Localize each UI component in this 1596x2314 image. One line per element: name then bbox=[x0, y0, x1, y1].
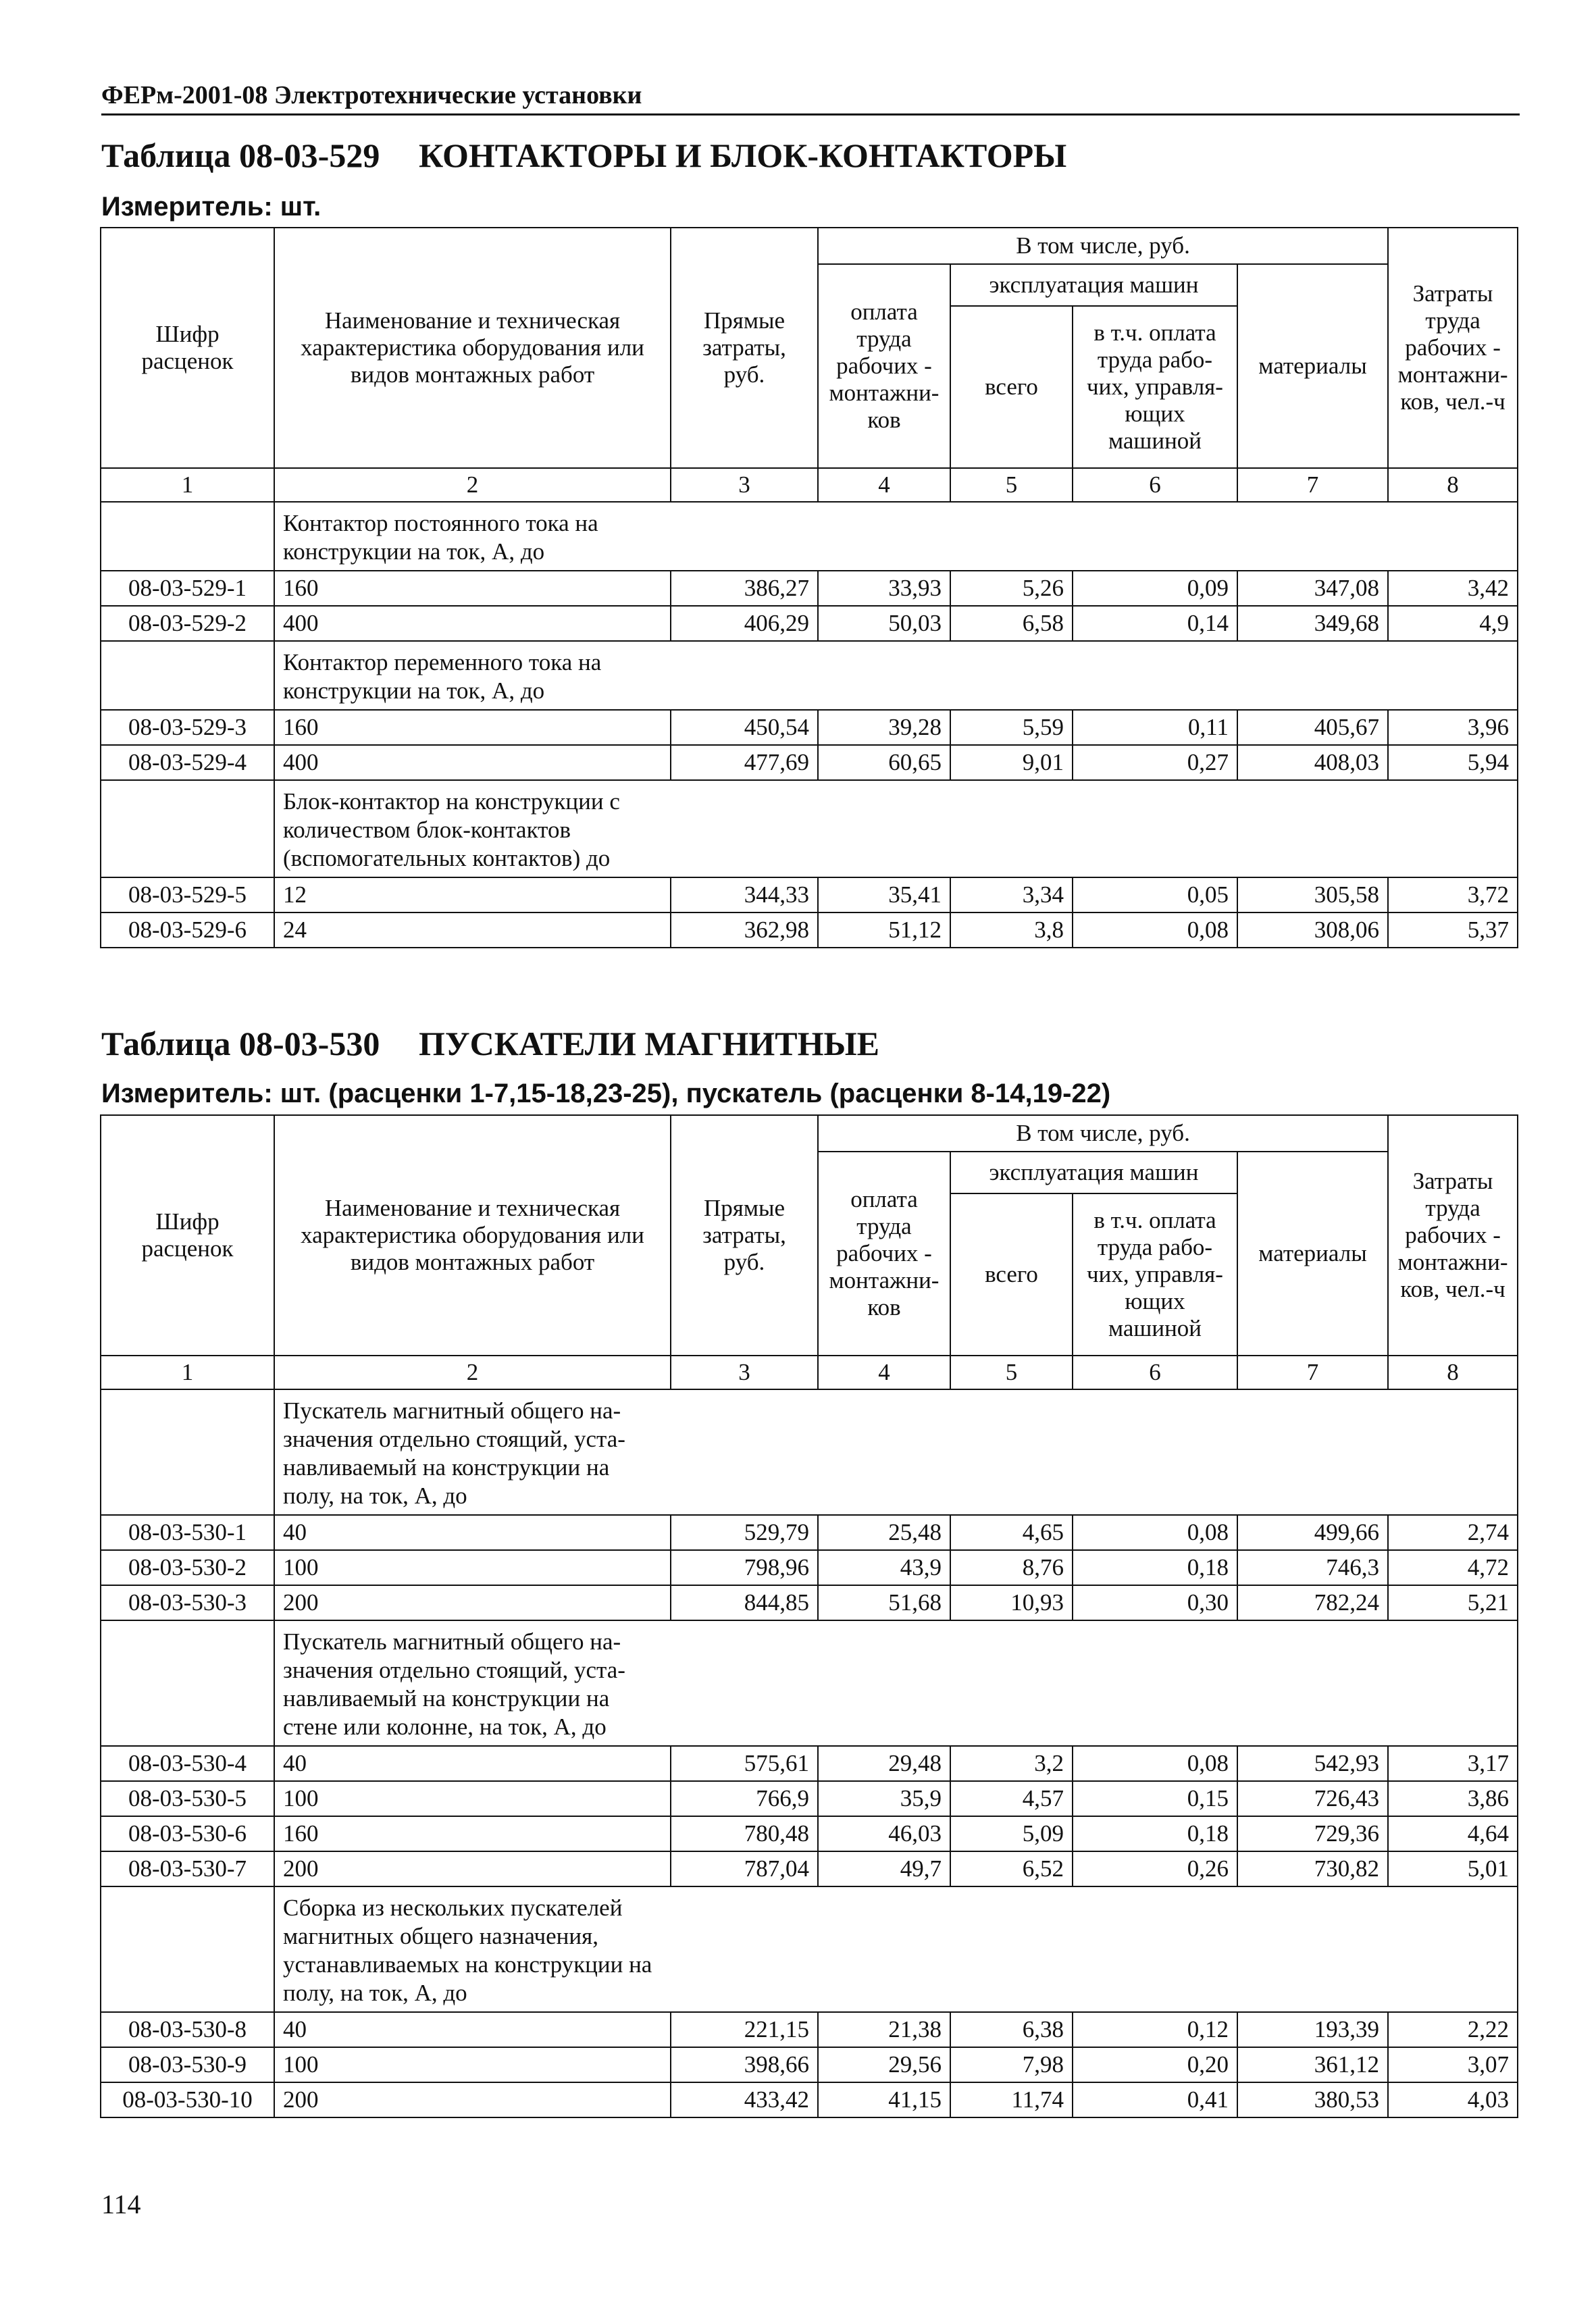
col-materials-header: материалы bbox=[1237, 1152, 1388, 1356]
column-number: 2 bbox=[274, 468, 671, 502]
labor-hours-cell: 3,86 bbox=[1388, 1781, 1518, 1816]
rate-parameter-cell: 12 bbox=[274, 877, 671, 912]
rates-table-529 bbox=[100, 227, 1518, 948]
rate-code-cell: 08-03-529-6 bbox=[101, 912, 274, 948]
col-machine-header: эксплуатация машин bbox=[950, 264, 1237, 306]
direct-costs-cell: 766,9 bbox=[671, 1781, 818, 1816]
labor-hours-cell: 4,03 bbox=[1388, 2082, 1518, 2117]
labor-hours-cell: 5,01 bbox=[1388, 1851, 1518, 1886]
page-number: 114 bbox=[101, 2189, 141, 2219]
col-materials-header: материалы bbox=[1237, 264, 1388, 468]
machine-total-cell: 6,52 bbox=[950, 1851, 1073, 1886]
group-description bbox=[274, 1620, 1518, 1746]
labor-hours-cell: 4,72 bbox=[1388, 1550, 1518, 1585]
rate-code-cell: 08-03-529-5 bbox=[101, 877, 274, 912]
group-code-cell bbox=[101, 1389, 274, 1515]
labor-wages-cell: 50,03 bbox=[818, 606, 950, 641]
column-number: 1 bbox=[101, 468, 274, 502]
col-code-header: Шифр расценок bbox=[101, 1115, 274, 1356]
rate-code-cell: 08-03-529-4 bbox=[101, 745, 274, 780]
machine-total-cell: 6,38 bbox=[950, 2012, 1073, 2047]
materials-cell: 193,39 bbox=[1237, 2012, 1388, 2047]
rate-code-cell: 08-03-530-1 bbox=[101, 1515, 274, 1550]
group-description bbox=[274, 1886, 1518, 2012]
column-number: 6 bbox=[1073, 468, 1237, 502]
direct-costs-cell: 529,79 bbox=[671, 1515, 818, 1550]
direct-costs-cell: 406,29 bbox=[671, 606, 818, 641]
direct-costs-cell: 450,54 bbox=[671, 710, 818, 745]
column-number: 6 bbox=[1073, 1356, 1237, 1389]
col-machine-header: эксплуатация машин bbox=[950, 1152, 1237, 1193]
materials-cell: 308,06 bbox=[1237, 912, 1388, 948]
machine-wages-cell: 0,41 bbox=[1073, 2082, 1237, 2117]
group-code-cell bbox=[101, 641, 274, 710]
machine-total-cell: 10,93 bbox=[950, 1585, 1073, 1620]
direct-costs-cell: 477,69 bbox=[671, 745, 818, 780]
labor-wages-cell: 41,15 bbox=[818, 2082, 950, 2117]
machine-total-cell: 8,76 bbox=[950, 1550, 1073, 1585]
machine-total-cell: 11,74 bbox=[950, 2082, 1073, 2117]
machine-wages-cell: 0,27 bbox=[1073, 745, 1237, 780]
column-number: 7 bbox=[1237, 1356, 1388, 1389]
column-number: 4 bbox=[818, 468, 950, 502]
labor-wages-cell: 25,48 bbox=[818, 1515, 950, 1550]
running-header: ФЕРм-2001-08 Электротехнические установки bbox=[101, 80, 1520, 115]
materials-cell: 347,08 bbox=[1237, 571, 1388, 606]
col-labor-hours-header: Затраты труда рабочих - монтажни-ков, чел.-ч bbox=[1388, 1115, 1518, 1356]
rate-code-cell: 08-03-529-3 bbox=[101, 710, 274, 745]
table-row bbox=[101, 710, 1518, 745]
labor-hours-cell: 3,96 bbox=[1388, 710, 1518, 745]
table-row bbox=[101, 606, 1518, 641]
col-including-header: В том числе, руб. bbox=[818, 228, 1388, 264]
machine-wages-cell: 0,18 bbox=[1073, 1816, 1237, 1851]
table-title-529 bbox=[101, 135, 1066, 176]
machine-wages-cell: 0,26 bbox=[1073, 1851, 1237, 1886]
col-name-header: Наименование и техническая характеристика оборудования или видов монтажных работ bbox=[274, 228, 671, 468]
rate-code-cell: 08-03-530-10 bbox=[101, 2082, 274, 2117]
rate-parameter-cell: 100 bbox=[274, 1550, 671, 1585]
materials-cell: 730,82 bbox=[1237, 1851, 1388, 1886]
materials-cell: 542,93 bbox=[1237, 1746, 1388, 1781]
labor-wages-cell: 35,9 bbox=[818, 1781, 950, 1816]
labor-wages-cell: 29,48 bbox=[818, 1746, 950, 1781]
machine-wages-cell: 0,08 bbox=[1073, 1746, 1237, 1781]
machine-wages-cell: 0,12 bbox=[1073, 2012, 1237, 2047]
group-description-text: Контактор переменного тока на конструкции на ток, А, до bbox=[283, 649, 602, 704]
materials-cell: 305,58 bbox=[1237, 877, 1388, 912]
labor-hours-cell: 3,07 bbox=[1388, 2047, 1518, 2082]
group-description bbox=[274, 1389, 1518, 1515]
machine-total-cell: 3,2 bbox=[950, 1746, 1073, 1781]
group-code-cell bbox=[101, 780, 274, 877]
machine-total-cell: 9,01 bbox=[950, 745, 1073, 780]
labor-wages-cell: 33,93 bbox=[818, 571, 950, 606]
group-code-cell bbox=[101, 502, 274, 571]
rate-parameter-cell: 400 bbox=[274, 745, 671, 780]
table-row bbox=[101, 912, 1518, 948]
labor-hours-cell: 5,37 bbox=[1388, 912, 1518, 948]
labor-hours-cell: 5,21 bbox=[1388, 1585, 1518, 1620]
labor-wages-cell: 39,28 bbox=[818, 710, 950, 745]
group-description bbox=[274, 780, 1518, 877]
group-description-text: Сборка из нескольких пускателей магнитных общего назначения, устанавливаемых на конструкции на полу, на ток, А, до bbox=[283, 1895, 652, 2006]
column-number: 3 bbox=[671, 1356, 818, 1389]
col-labor-hours-header: Затраты труда рабочих - монтажни-ков, чел.-ч bbox=[1388, 228, 1518, 468]
rate-code-cell: 08-03-530-4 bbox=[101, 1746, 274, 1781]
col-labor-wages-header: оплата труда рабочих - монтажни-ков bbox=[818, 264, 950, 468]
direct-costs-cell: 787,04 bbox=[671, 1851, 818, 1886]
materials-cell: 380,53 bbox=[1237, 2082, 1388, 2117]
machine-total-cell: 5,59 bbox=[950, 710, 1073, 745]
machine-wages-cell: 0,14 bbox=[1073, 606, 1237, 641]
machine-wages-cell: 0,18 bbox=[1073, 1550, 1237, 1585]
rate-parameter-cell: 100 bbox=[274, 2047, 671, 2082]
col-machine-wages-header: в т.ч. оплата труда рабо-чих, управля-ющих машиной bbox=[1073, 1193, 1237, 1356]
rate-code-cell: 08-03-530-6 bbox=[101, 1816, 274, 1851]
column-number-row bbox=[101, 468, 1518, 502]
col-machine-wages-header: в т.ч. оплата труда рабо-чих, управля-ющих машиной bbox=[1073, 306, 1237, 468]
labor-wages-cell: 46,03 bbox=[818, 1816, 950, 1851]
table-name: КОНТАКТОРЫ И БЛОК-КОНТАКТОРЫ bbox=[419, 136, 1067, 174]
rate-parameter-cell: 200 bbox=[274, 1851, 671, 1886]
labor-wages-cell: 60,65 bbox=[818, 745, 950, 780]
machine-wages-cell: 0,30 bbox=[1073, 1585, 1237, 1620]
table-row bbox=[101, 1550, 1518, 1585]
materials-cell: 361,12 bbox=[1237, 2047, 1388, 2082]
group-code-cell bbox=[101, 1620, 274, 1746]
direct-costs-cell: 780,48 bbox=[671, 1816, 818, 1851]
table-name: ПУСКАТЕЛИ МАГНИТНЫЕ bbox=[419, 1025, 879, 1062]
table-body bbox=[101, 1389, 1518, 2117]
materials-cell: 405,67 bbox=[1237, 710, 1388, 745]
labor-wages-cell: 35,41 bbox=[818, 877, 950, 912]
labor-hours-cell: 4,64 bbox=[1388, 1816, 1518, 1851]
column-number: 7 bbox=[1237, 468, 1388, 502]
rate-code-cell: 08-03-530-2 bbox=[101, 1550, 274, 1585]
col-direct-costs-header: Прямые затраты, руб. bbox=[671, 1115, 818, 1356]
table-header bbox=[101, 1115, 1518, 1389]
machine-wages-cell: 0,08 bbox=[1073, 1515, 1237, 1550]
col-direct-costs-header: Прямые затраты, руб. bbox=[671, 228, 818, 468]
machine-total-cell: 4,57 bbox=[950, 1781, 1073, 1816]
col-including-header: В том числе, руб. bbox=[818, 1115, 1388, 1152]
direct-costs-cell: 844,85 bbox=[671, 1585, 818, 1620]
column-number: 8 bbox=[1388, 1356, 1518, 1389]
machine-total-cell: 5,09 bbox=[950, 1816, 1073, 1851]
column-number: 5 bbox=[950, 468, 1073, 502]
group-description-text: Контактор постоянного тока на конструкции на ток, А, до bbox=[283, 510, 598, 565]
machine-total-cell: 5,26 bbox=[950, 571, 1073, 606]
table-number: Таблица 08-03-530 bbox=[101, 1025, 380, 1062]
rate-code-cell: 08-03-530-3 bbox=[101, 1585, 274, 1620]
labor-hours-cell: 5,94 bbox=[1388, 745, 1518, 780]
group-row bbox=[101, 502, 1518, 571]
materials-cell: 746,3 bbox=[1237, 1550, 1388, 1585]
group-description-text: Блок-контактор на конструкции с количеством блок-контактов (вспомогательных контактов) до bbox=[283, 788, 620, 871]
table-title-530 bbox=[101, 1023, 879, 1064]
table-unit-530: Измеритель: шт. (расценки 1-7,15-18,23-25), пускатель (расценки 8-14,19-22) bbox=[101, 1079, 1111, 1108]
labor-hours-cell: 2,74 bbox=[1388, 1515, 1518, 1550]
machine-total-cell: 6,58 bbox=[950, 606, 1073, 641]
labor-wages-cell: 43,9 bbox=[818, 1550, 950, 1585]
direct-costs-cell: 798,96 bbox=[671, 1550, 818, 1585]
machine-total-cell: 7,98 bbox=[950, 2047, 1073, 2082]
materials-cell: 726,43 bbox=[1237, 1781, 1388, 1816]
table-number: Таблица 08-03-529 bbox=[101, 136, 380, 174]
materials-cell: 349,68 bbox=[1237, 606, 1388, 641]
materials-cell: 729,36 bbox=[1237, 1816, 1388, 1851]
group-row bbox=[101, 1620, 1518, 1746]
machine-wages-cell: 0,11 bbox=[1073, 710, 1237, 745]
machine-total-cell: 3,34 bbox=[950, 877, 1073, 912]
rates-table-530 bbox=[100, 1114, 1518, 2118]
column-number: 2 bbox=[274, 1356, 671, 1389]
table-row bbox=[101, 2082, 1518, 2117]
table-row bbox=[101, 2047, 1518, 2082]
labor-hours-cell: 3,72 bbox=[1388, 877, 1518, 912]
machine-total-cell: 4,65 bbox=[950, 1515, 1073, 1550]
table-row bbox=[101, 745, 1518, 780]
direct-costs-cell: 398,66 bbox=[671, 2047, 818, 2082]
machine-wages-cell: 0,15 bbox=[1073, 1781, 1237, 1816]
machine-wages-cell: 0,09 bbox=[1073, 571, 1237, 606]
materials-cell: 408,03 bbox=[1237, 745, 1388, 780]
rate-code-cell: 08-03-530-8 bbox=[101, 2012, 274, 2047]
table-row bbox=[101, 571, 1518, 606]
table-row bbox=[101, 2012, 1518, 2047]
table-row bbox=[101, 1585, 1518, 1620]
rate-code-cell: 08-03-530-5 bbox=[101, 1781, 274, 1816]
column-number: 4 bbox=[818, 1356, 950, 1389]
rate-code-cell: 08-03-529-1 bbox=[101, 571, 274, 606]
table-row bbox=[101, 1746, 1518, 1781]
table-row bbox=[101, 1781, 1518, 1816]
labor-wages-cell: 51,68 bbox=[818, 1585, 950, 1620]
group-code-cell bbox=[101, 1886, 274, 2012]
labor-hours-cell: 3,17 bbox=[1388, 1746, 1518, 1781]
group-row bbox=[101, 1389, 1518, 1515]
table-row bbox=[101, 1515, 1518, 1550]
labor-wages-cell: 29,56 bbox=[818, 2047, 950, 2082]
col-machine-total-header: всего bbox=[950, 1193, 1073, 1356]
group-row bbox=[101, 641, 1518, 710]
labor-wages-cell: 51,12 bbox=[818, 912, 950, 948]
materials-cell: 499,66 bbox=[1237, 1515, 1388, 1550]
rate-parameter-cell: 200 bbox=[274, 1585, 671, 1620]
column-number-row bbox=[101, 1356, 1518, 1389]
rate-parameter-cell: 100 bbox=[274, 1781, 671, 1816]
group-row bbox=[101, 780, 1518, 877]
labor-hours-cell: 3,42 bbox=[1388, 571, 1518, 606]
table-header bbox=[101, 228, 1518, 502]
rate-code-cell: 08-03-530-7 bbox=[101, 1851, 274, 1886]
table-row bbox=[101, 1851, 1518, 1886]
rate-parameter-cell: 200 bbox=[274, 2082, 671, 2117]
machine-wages-cell: 0,05 bbox=[1073, 877, 1237, 912]
col-machine-total-header: всего bbox=[950, 306, 1073, 468]
group-description bbox=[274, 502, 1518, 571]
materials-cell: 782,24 bbox=[1237, 1585, 1388, 1620]
direct-costs-cell: 575,61 bbox=[671, 1746, 818, 1781]
column-number: 8 bbox=[1388, 468, 1518, 502]
rate-parameter-cell: 160 bbox=[274, 571, 671, 606]
table-body bbox=[101, 502, 1518, 948]
group-description bbox=[274, 641, 1518, 710]
col-name-header: Наименование и техническая характеристика оборудования или видов монтажных работ bbox=[274, 1115, 671, 1356]
rate-parameter-cell: 160 bbox=[274, 1816, 671, 1851]
labor-wages-cell: 21,38 bbox=[818, 2012, 950, 2047]
labor-hours-cell: 2,22 bbox=[1388, 2012, 1518, 2047]
col-labor-wages-header: оплата труда рабочих - монтажни-ков bbox=[818, 1152, 950, 1356]
rate-code-cell: 08-03-529-2 bbox=[101, 606, 274, 641]
machine-total-cell: 3,8 bbox=[950, 912, 1073, 948]
rate-parameter-cell: 40 bbox=[274, 2012, 671, 2047]
table-row bbox=[101, 877, 1518, 912]
direct-costs-cell: 344,33 bbox=[671, 877, 818, 912]
col-code-header: Шифр расценок bbox=[101, 228, 274, 468]
direct-costs-cell: 386,27 bbox=[671, 571, 818, 606]
table-row bbox=[101, 1816, 1518, 1851]
rate-parameter-cell: 24 bbox=[274, 912, 671, 948]
rate-parameter-cell: 40 bbox=[274, 1515, 671, 1550]
rate-parameter-cell: 400 bbox=[274, 606, 671, 641]
labor-wages-cell: 49,7 bbox=[818, 1851, 950, 1886]
group-row bbox=[101, 1886, 1518, 2012]
rate-parameter-cell: 160 bbox=[274, 710, 671, 745]
direct-costs-cell: 433,42 bbox=[671, 2082, 818, 2117]
direct-costs-cell: 362,98 bbox=[671, 912, 818, 948]
group-description-text: Пускатель магнитный общего на-значения отдельно стоящий, уста-навливаемый на конструкции на полу, на ток, А, до bbox=[283, 1397, 625, 1509]
labor-hours-cell: 4,9 bbox=[1388, 606, 1518, 641]
column-number: 3 bbox=[671, 468, 818, 502]
group-description-text: Пускатель магнитный общего на-значения отдельно стоящий, уста-навливаемый на конструкции на стене или колонне, на ток, А, до bbox=[283, 1628, 625, 1740]
direct-costs-cell: 221,15 bbox=[671, 2012, 818, 2047]
column-number: 1 bbox=[101, 1356, 274, 1389]
table-unit-529: Измеритель: шт. bbox=[101, 192, 321, 222]
machine-wages-cell: 0,08 bbox=[1073, 912, 1237, 948]
rate-parameter-cell: 40 bbox=[274, 1746, 671, 1781]
column-number: 5 bbox=[950, 1356, 1073, 1389]
rate-code-cell: 08-03-530-9 bbox=[101, 2047, 274, 2082]
machine-wages-cell: 0,20 bbox=[1073, 2047, 1237, 2082]
